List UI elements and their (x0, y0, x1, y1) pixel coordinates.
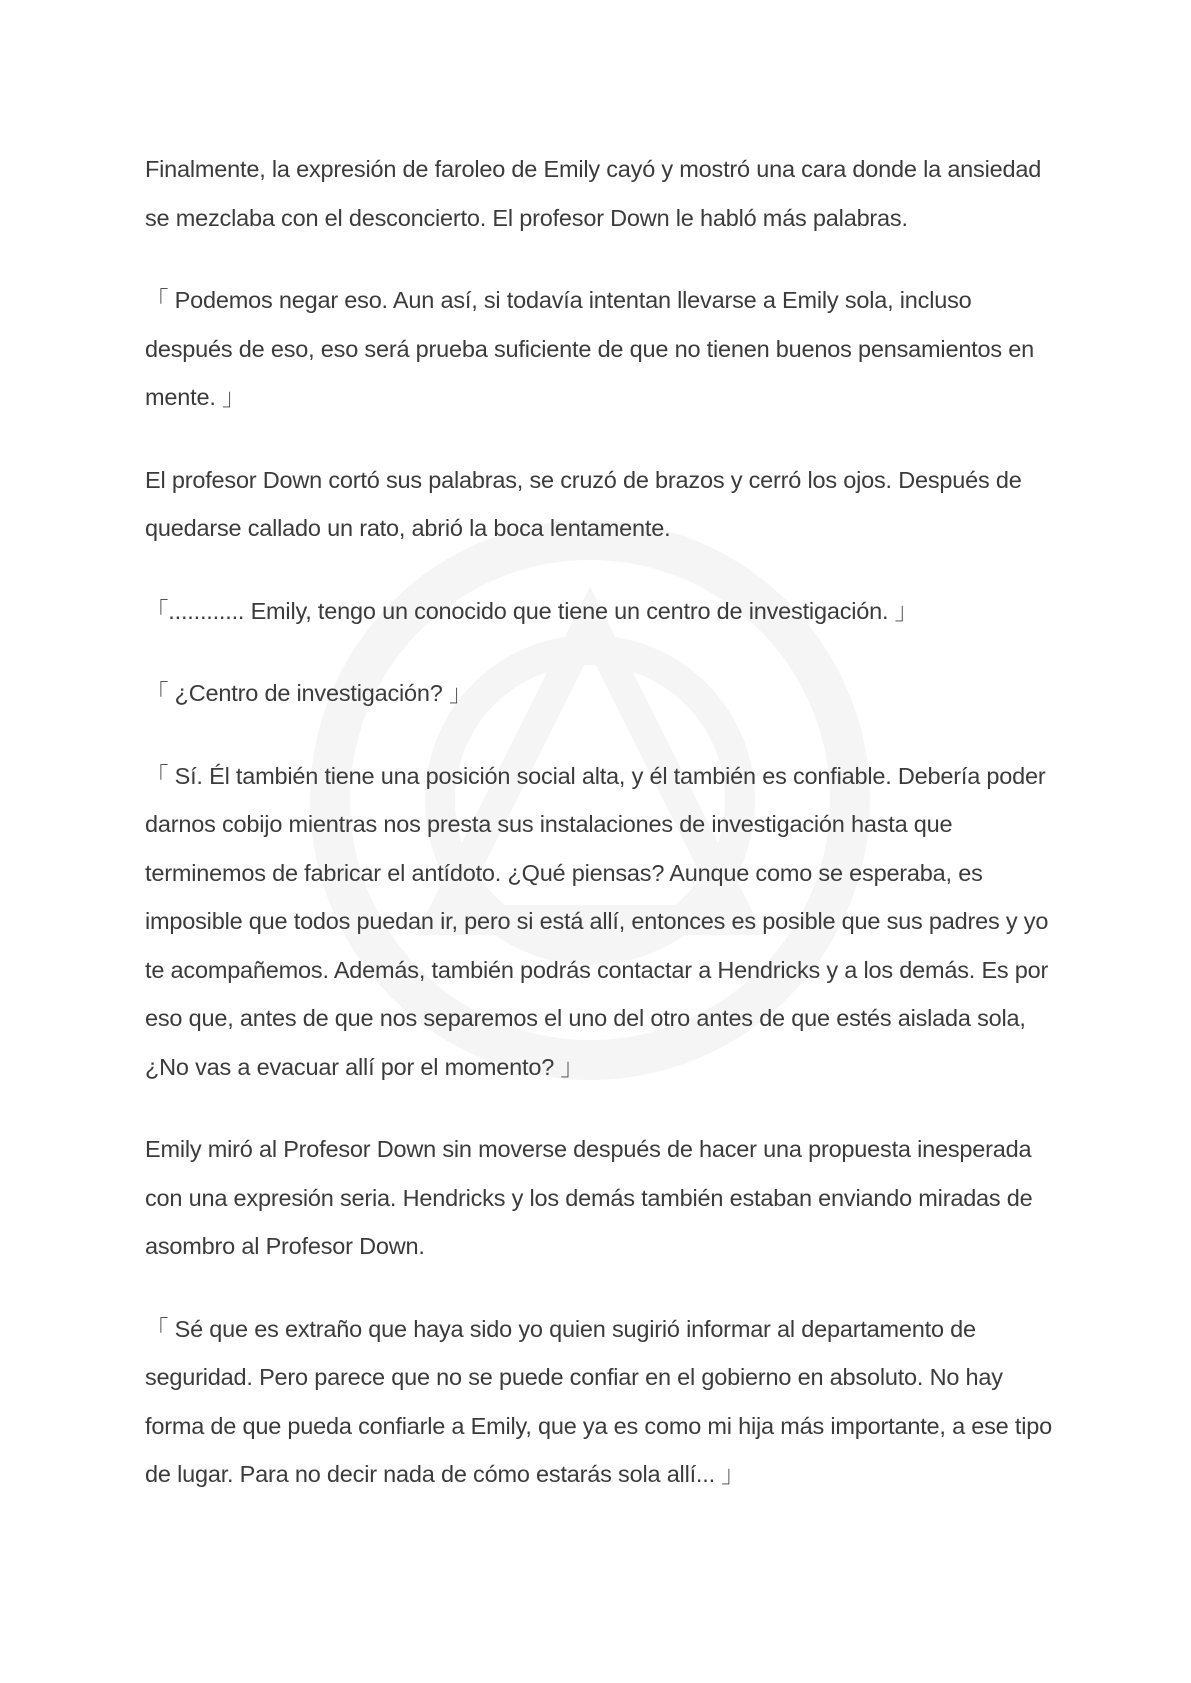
paragraph-2: 「 Podemos negar eso. Aun así, si todavía intentan llevarse a Emily sola, incluso después de eso, eso será prueba suficiente de que no tienen buenos pensamientos en mente. 」 (145, 287, 1035, 410)
document-body (145, 145, 1055, 1533)
paragraph-6: 「 Sí. Él también tiene una posición social alta, y él también es confiable. Debería poder darnos cobijo mientras nos presta sus instalaciones de investigación hasta que terminemos de fabricar el antídoto. ¿Qué piensas? Aunque como se esperaba, es imposible que todos puedan ir, pero si está allí, entonces es posible que sus padres y yo te acompañemos. Además, también podrás contactar a Hendricks y a los demás. Es por eso que, antes de que nos separemos el uno del otro antes de que estés aislada sola, ¿No vas a evacuar allí por el momento? 」 (145, 762, 1049, 1080)
paragraph-7: Emily miró al Profesor Down sin moverse después de hacer una propuesta inesperada con una expresión seria. Hendricks y los demás también estaban enviando miradas de asombro al Profesor Down. (145, 1136, 1033, 1259)
paragraph-4: 「............ Emily, tengo un conocido que tiene un centro de investigación. 」 (145, 597, 918, 624)
paragraph-1: Finalmente, la expresión de faroleo de Emily cayó y mostró una cara donde la ansiedad se mezclaba con el desconcierto. El profesor Down le habló más palabras. (145, 156, 1042, 231)
paragraph-5: 「 ¿Centro de investigación? 」 (145, 680, 473, 706)
paragraph-8: 「 Sé que es extraño que haya sido yo quien sugirió informar al departamento de seguridad. Pero parece que no se puede confiar en el gobierno en absoluto. No hay forma de que pueda confiarle a Emily, que ya es como mi hija más importante, a ese tipo de lugar. Para no decir nada de cómo estarás sola allí... 」 (145, 1315, 1052, 1487)
paragraph-3: El profesor Down cortó sus palabras, se cruzó de brazos y cerró los ojos. Después de quedarse callado un rato, abrió la boca lentamente. (145, 466, 1022, 541)
